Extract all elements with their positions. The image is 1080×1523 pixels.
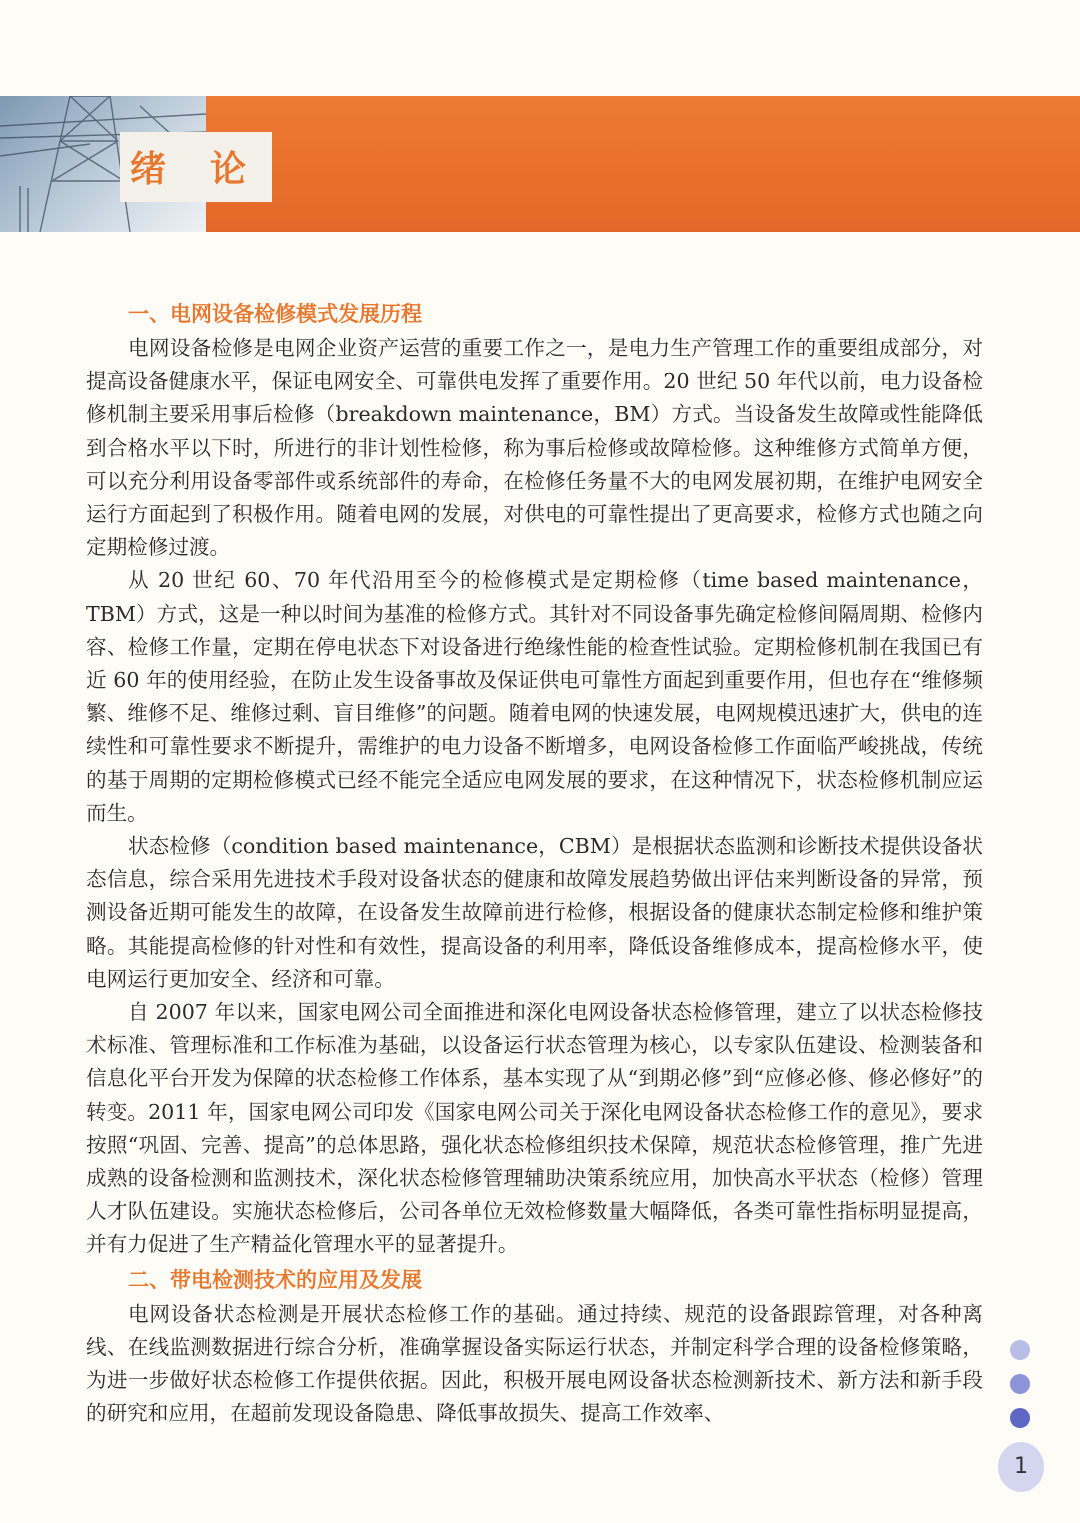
paragraph: 电网设备状态检测是开展状态检修工作的基础。通过持续、规范的设备跟踪管理，对各种离线、在线监测数据进行综合分析，准确掌握设备实际运行状态，并制定科学合理的设备检修策略，为进一步做好状态检修工作提供依据。因此，积极开展电网设备状态检测新技术、新方法和新手段的研究和应用，在超前发现设备隐患、降低事故损失、提高工作效率、 <box>86 1301 983 1426</box>
decorative-dots <box>1010 1340 1034 1442</box>
paragraph: 电网设备检修是电网企业资产运营的重要工作之一，是电力生产管理工作的重要组成部分，对提高设备健康水平，保证电网安全、可靠供电发挥了重要作用。20 世纪 50 年代以前，电力设备检修机制主要采用事后检修（breakdown maintenance，BM）方式。当设备发生故障或性能降低到合格水平以下时，所进行的非计划性检修，称为事后检修或故障检修。这种维修方式简单方便，可以充分利用设备零部件或系统部件的寿命，在检修任务量不大的电网发展初期，在维护电网安全运行方面起到了积极作用。随着电网的发展，对供电的可靠性提出了更高要求，检修方式也随之向定期检修过渡。 <box>86 336 983 560</box>
section-heading: 二、带电检测技术的应用及发展 <box>128 1267 422 1292</box>
chapter-title: 绪论 <box>130 149 291 190</box>
dot-icon <box>1010 1374 1030 1394</box>
paragraph: 从 20 世纪 60、70 年代沿用至今的检修模式是定期检修（time based maintenance，TBM）方式，这是一种以时间为基准的检修方式。其针对不同设备事先确定检修间隔周期、检修内容、检修工作量，定期在停电状态下对设备进行绝缘性能的检查性试验。定期检修机制在我国已有近 60 年的使用经验，在防止发生设备事故及保证供电可靠性方面起到重要作用，但也存在“维修频繁、维修不足、维修过剩、盲目维修”的问题。随着电网的快速发展，电网规模迅速扩大，供电的连续性和可靠性要求不断提升，需维护的电力设备不断增多，电网设备检修工作面临严峻挑战，传统的基于周期的定期检修模式已经不能完全适应电网发展的要求，在这种情况下，状态检修机制应运而生。 <box>86 568 983 825</box>
paragraph: 状态检修（condition based maintenance，CBM）是根据状态监测和诊断技术提供设备状态信息，综合采用先进技术手段对设备状态的健康和故障发展趋势做出评估来判断设备的异常，预测设备近期可能发生的故障，在设备发生故障前进行检修，根据设备的健康状态制定检修和维护策略。其能提高检修的针对性和有效性，提高设备的利用率，降低设备维修成本，提高检修水平，使电网运行更加安全、经济和可靠。 <box>86 834 983 991</box>
section-heading: 一、电网设备检修模式发展历程 <box>128 302 422 326</box>
page-number: 1 <box>998 1442 1044 1492</box>
dot-icon <box>1010 1408 1030 1428</box>
main-content <box>86 296 983 1431</box>
paragraph: 自 2007 年以来，国家电网公司全面推进和深化电网设备状态检修管理，建立了以状态检修技术标准、管理标准和工作标准为基础，以设备运行状态管理为核心，以专家队伍建设、检测装备和信息化平台开发为保障的状态检修工作体系，基本实现了从“到期必修”到“应修必修、修必修好”的转变。2011 年，国家电网公司印发《国家电网公司关于深化电网设备状态检修工作的意见》，要求按照“巩固、完善、提高”的总体思路，强化状态检修组织技术保障，规范状态检修管理，推广先进成熟的设备检测和监测技术，深化状态检修管理辅助决策系统应用，加快高水平状态（检修）管理人才队伍建设。实施状态检修后，公司各单位无效检修数量大幅降低，各类可靠性指标明显提高，并有力促进了生产精益化管理水平的显著提升。 <box>86 1000 983 1257</box>
dot-icon <box>1010 1340 1030 1360</box>
